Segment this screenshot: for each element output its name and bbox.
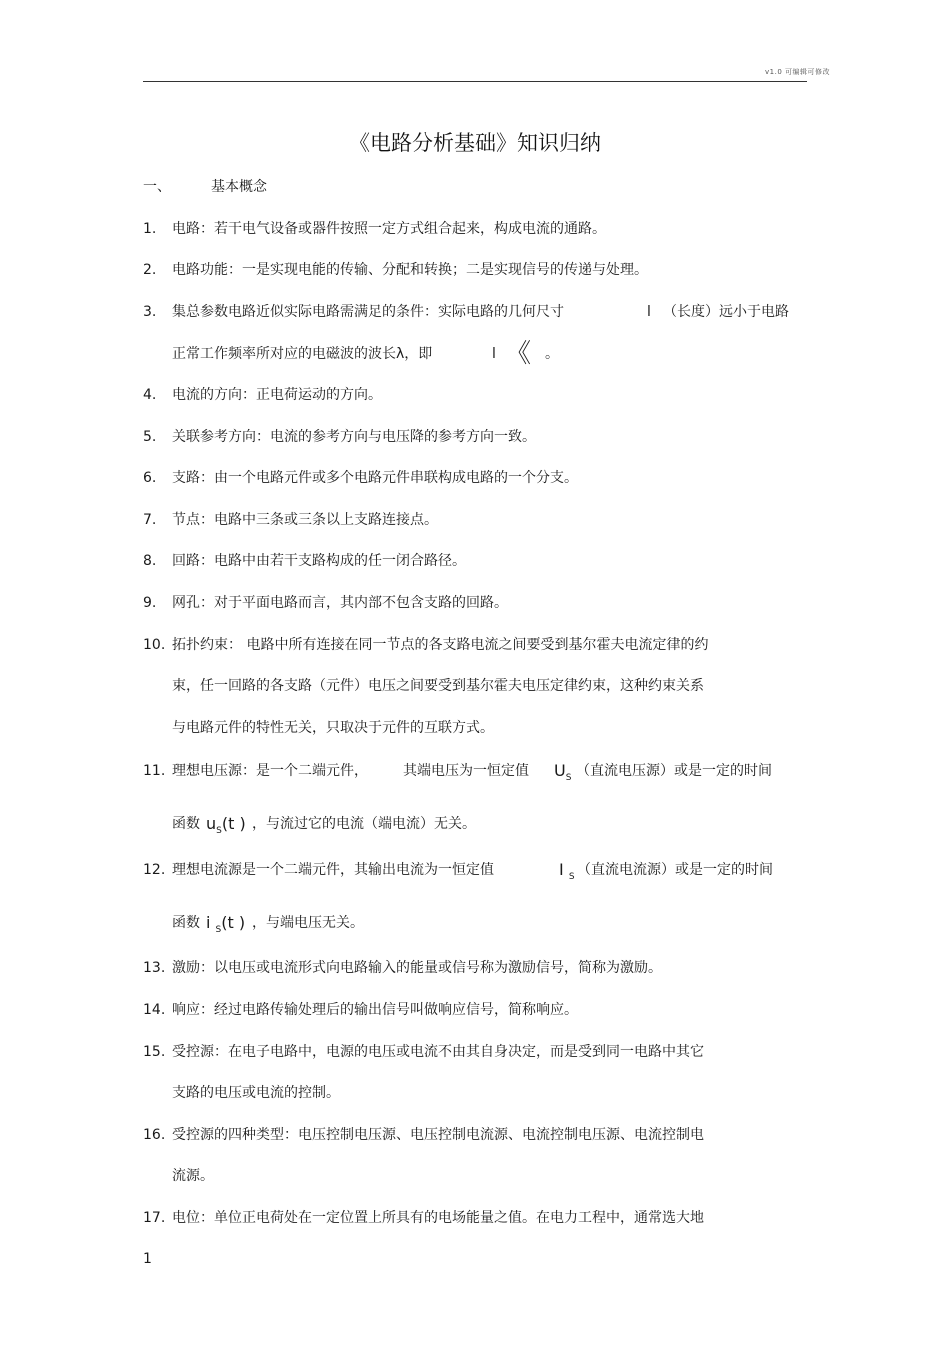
item-number: 2. — [143, 262, 157, 278]
item-text: 理想电压源：是一个二端元件， — [172, 763, 368, 779]
item-text: 支路的电压或电流的控制。 — [172, 1085, 340, 1101]
voltage-function-symbol: $u_S(t$ ) — [206, 814, 246, 836]
item-number: 13. — [143, 960, 166, 976]
item-number: 1. — [143, 221, 157, 237]
item-text: （长度）远小于电路 — [663, 304, 789, 320]
item-text: 响应：经过电路传输处理后的输出信号叫做响应信号，简称响应。 — [172, 1002, 578, 1018]
item-text: 支路：由一个电路元件或多个电路元件串联构成电路的一个分支。 — [172, 470, 578, 486]
item-number: 14. — [143, 1002, 166, 1018]
item-text: 其端电压为一恒定值 — [403, 763, 529, 779]
item-text: 集总参数电路近似实际电路需满足的条件：实际电路的几何尺寸 — [172, 304, 564, 320]
item-text: 电位：单位正电荷处在一定位置上所具有的电场能量之值。在电力工程中，通常选大地 — [172, 1210, 704, 1226]
item-text: 受控源：在电子电路中，电源的电压或电流不由其自身决定，而是受到同一电路中其它 — [172, 1044, 704, 1060]
item-number: 11. — [143, 763, 166, 779]
item-number: 8. — [143, 553, 157, 569]
item-text: 回路：电路中由若干支路构成的任一闭合路径。 — [172, 553, 466, 569]
item-text: 正常工作频率所对应的电磁波的波长λ，即 — [172, 346, 433, 362]
section-number: 一、 — [143, 179, 171, 195]
item-text: 与电路元件的特性无关，只取决于元件的互联方式。 — [172, 720, 494, 736]
item-text: 关联参考方向：电流的参考方向与电压降的参考方向一致。 — [172, 429, 536, 445]
item-number: 9. — [143, 595, 157, 611]
document-title: 《电路分析基础》知识归纳 — [349, 131, 601, 155]
item-text: 流源。 — [172, 1168, 214, 1184]
item-text: 电流的方向：正电荷运动的方向。 — [172, 387, 382, 403]
item-number: 3. — [143, 304, 157, 320]
item-text: 。 — [545, 346, 559, 362]
current-symbol: I $_S$ — [559, 860, 575, 882]
item-text: 函数 — [172, 816, 200, 832]
item-number: 10. — [143, 637, 166, 653]
item-number: 5. — [143, 429, 157, 445]
item-text: 理想电流源是一个二端元件，其输出电流为一恒定值 — [172, 862, 494, 878]
item-text: （直流电流源）或是一定的时间 — [577, 862, 773, 878]
item-text: 函数 — [172, 915, 200, 931]
item-text: 拓扑约束： 电路中所有连接在同一节点的各支路电流之间要受到基尔霍夫电流定律的约 — [172, 637, 709, 653]
item-number: 4. — [143, 387, 157, 403]
item-text: 受控源的四种类型：电压控制电压源、电压控制电流源、电流控制电压源、电流控制电 — [172, 1127, 704, 1143]
item-number: 6. — [143, 470, 157, 486]
length-symbol: l — [492, 346, 496, 362]
item-text: 网孔：对于平面电路而言，其内部不包含支路的回路。 — [172, 595, 508, 611]
item-text: 束，任一回路的各支路（元件）电压之间要受到基尔霍夫电压定律约束，这种约束关系 — [172, 678, 704, 694]
item-text: 电路功能：一是实现电能的传输、分配和转换；二是实现信号的传递与处理。 — [172, 262, 648, 278]
item-number: 15. — [143, 1044, 166, 1060]
current-function-symbol: i $_S$(t ) — [206, 913, 246, 935]
item-number: 17. — [143, 1210, 166, 1226]
header-rule — [143, 81, 807, 82]
item-text: ，与端电压无关。 — [252, 915, 364, 931]
item-text: 节点：电路中三条或三条以上支路连接点。 — [172, 512, 438, 528]
item-number: 12. — [143, 862, 166, 878]
version-label: v1.0 可编辑可修改 — [765, 68, 830, 76]
item-text: ，与流过它的电流（端电流）无关。 — [252, 816, 476, 832]
voltage-symbol: $U_S$ — [554, 761, 572, 783]
length-symbol: l — [647, 304, 651, 320]
item-text: 激励：以电压或电流形式向电路输入的能量或信号称为激励信号，简称为激励。 — [172, 960, 662, 976]
page-number: 1 — [143, 1251, 152, 1267]
item-text: （直流电压源）或是一定的时间 — [576, 763, 772, 779]
item-text: 电路：若干电气设备或器件按照一定方式组合起来，构成电流的通路。 — [172, 221, 606, 237]
item-number: 7. — [143, 512, 157, 528]
much-less-symbol: 《 — [505, 339, 532, 369]
item-number: 16. — [143, 1127, 166, 1143]
section-heading: 基本概念 — [211, 179, 267, 195]
